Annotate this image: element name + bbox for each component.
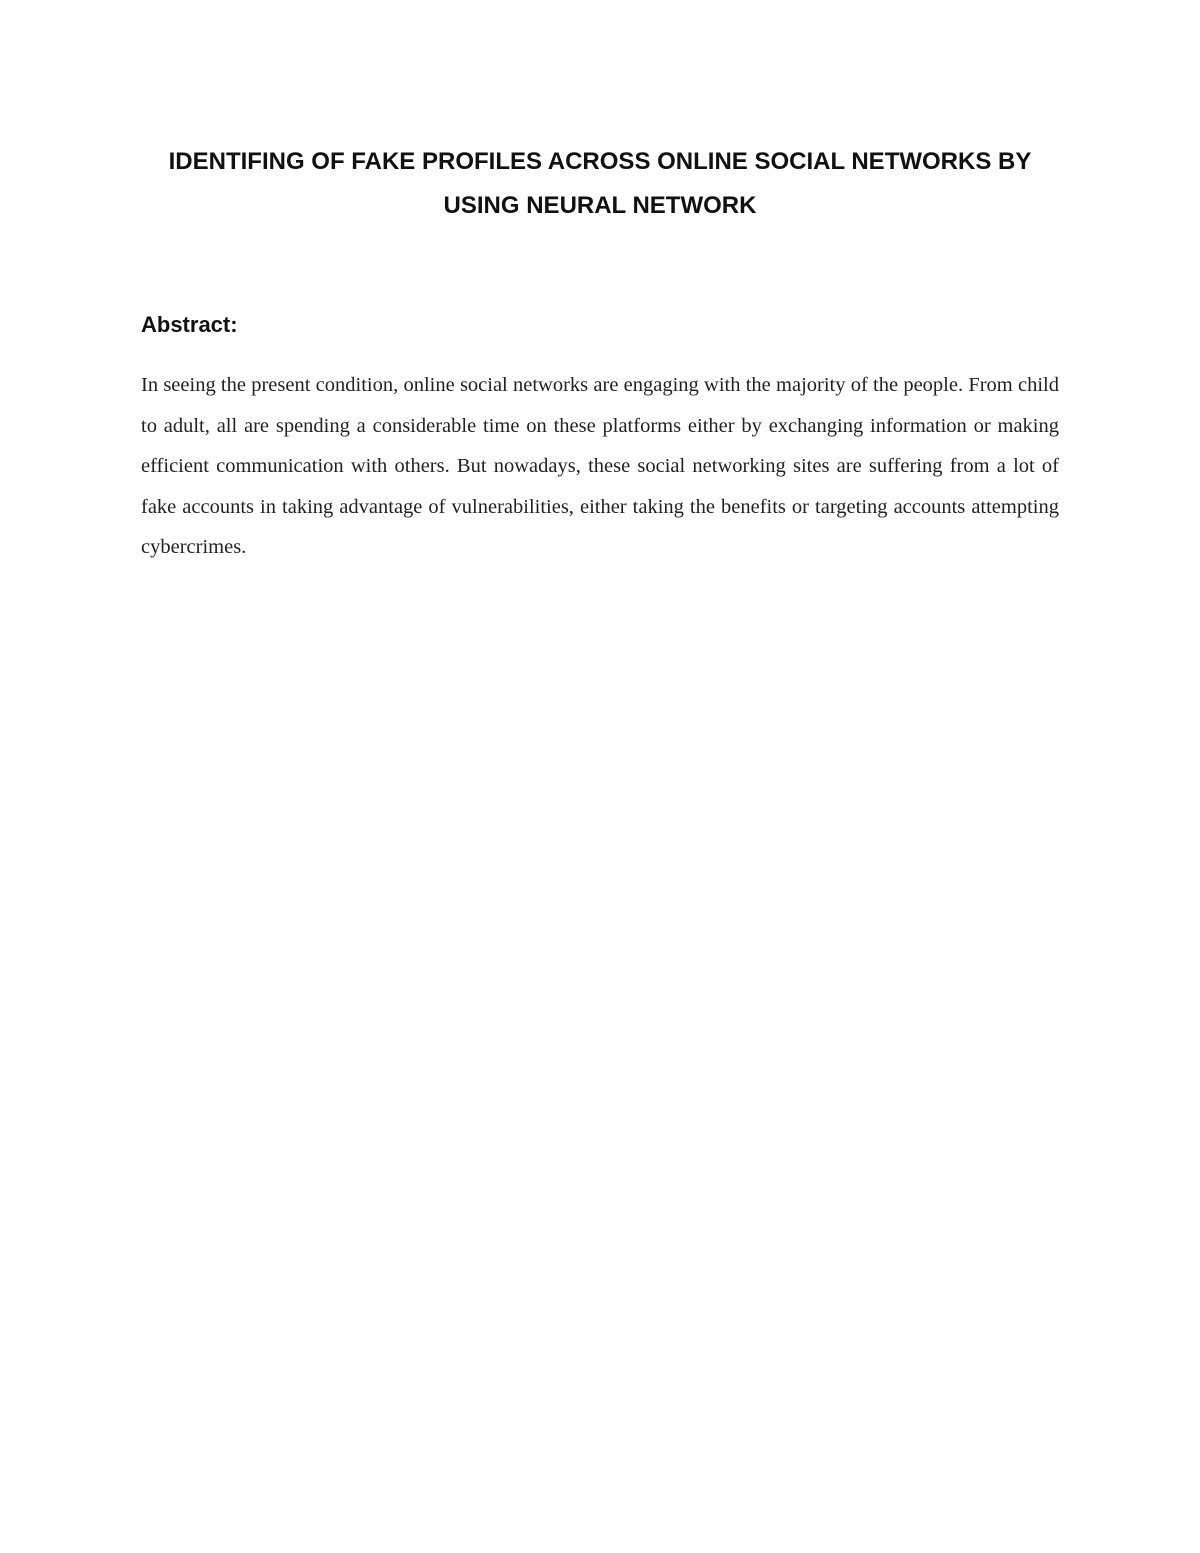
abstract-heading: Abstract:	[141, 312, 238, 337]
abstract-paragraph: In seeing the present condition, online social networks are engaging with the majority of the people. From child to adult, all are spending a considerable time on these platforms either by exchanging information or making efficient communication with others. But nowadays, these social networking sites are suffering from a lot of fake accounts in taking advantage of vulnerabilities, either taking the benefits or targeting accounts attempting cybercrimes.	[141, 374, 1059, 558]
document-title: IDENTIFING OF FAKE PROFILES ACROSS ONLINE SOCIAL NETWORKS BY USING NEURAL NETWORK	[168, 148, 1032, 219]
